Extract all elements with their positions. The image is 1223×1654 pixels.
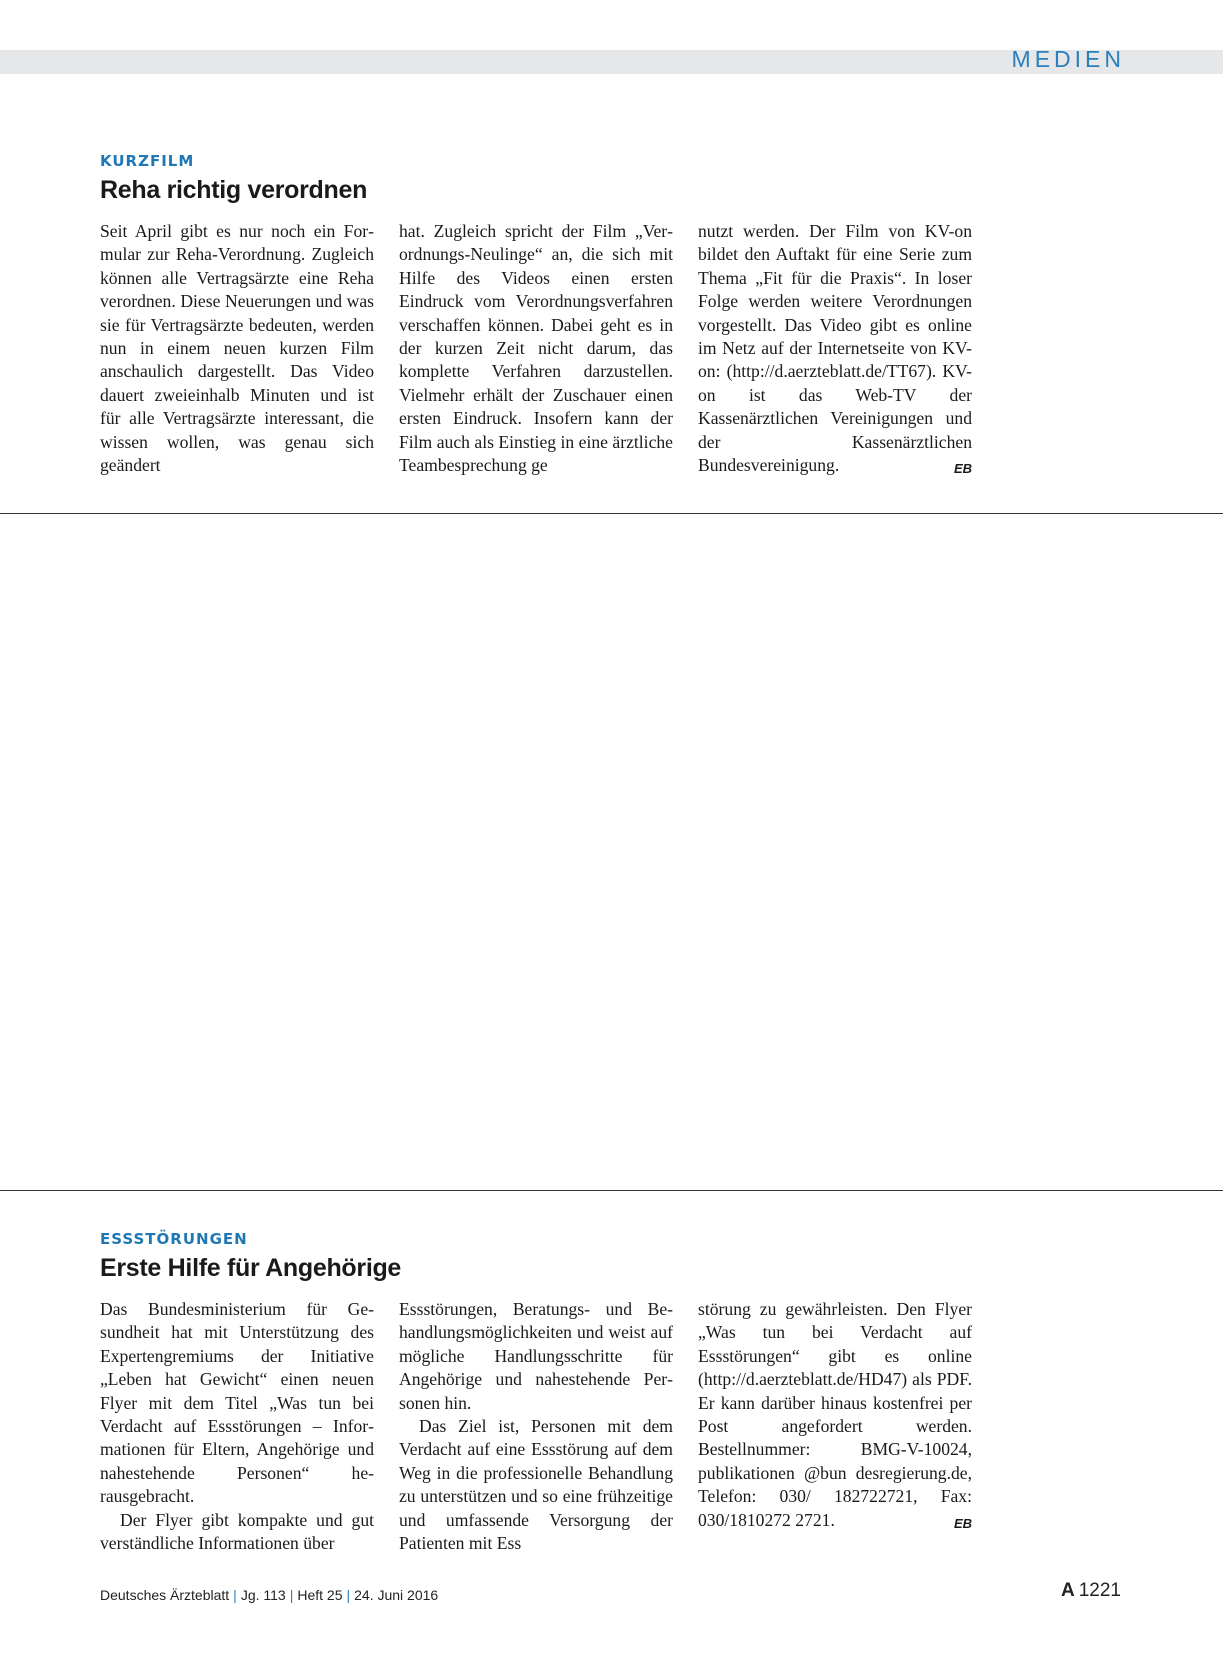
article2-col3-text: störung zu gewährleisten. Den Flyer „Was tun bei Verdacht auf Essstörungen“ gibt es online (http://d.aerzteblatt.de/HD47) als PDF. Er kann darüber hinaus kostenfrei per Post angefordert werden. Bestellnummer: BMG-V-10024, publikationen @bun desregierung.de, Telefon: 030/ 182722721, Fax: 030/1810272 2721.: [698, 1299, 972, 1530]
page-number-value: 1221: [1078, 1580, 1121, 1601]
article2-col2-paragraph-1: Essstörungen, Beratungs- und Behandlungsmöglichkeiten und weist auf mögliche Handlungsschritte für Angehörige und nahestehende Personen hin.: [399, 1299, 673, 1413]
article2-title: Erste Hilfe für Angehörige: [100, 1254, 402, 1282]
footer-volume: Jg. 113: [240, 1587, 286, 1603]
page-number: [1061, 1580, 1121, 1602]
article1-column-3: [698, 220, 972, 480]
article2-column-2: [399, 1298, 673, 1555]
section-label: MEDIEN: [1011, 46, 1125, 72]
article1-column-2: [399, 220, 673, 477]
page-prefix: A: [1060, 1580, 1075, 1601]
article1-col2-text: hat. Zugleich spricht der Film „Verordnungs-Neulinge“ an, die sich mit Hilfe des Videos einen ersten Eindruck vom Verordnungsverfahren verschaffen können. Dabei geht es in der kurzen Zeit nicht darum, das komplette Verfahren darzustellen. Vielmehr erhält der Zuschauer einen ersten Eindruck. Insofern kann der Film auch als Einstieg in eine ärztliche Teambesprechung ge: [399, 221, 673, 476]
article2-column-3: [698, 1298, 972, 1535]
article2-col2-paragraph-2: Das Ziel ist, Personen mit dem Verdacht auf eine Essstörung auf dem Weg in die professionelle Behandlung zu unterstützen und so eine frühzeitige und umfassende Versorgung der Patienten mit Ess: [399, 1416, 673, 1554]
article1-column-1: [100, 220, 374, 477]
footer-separator-icon: |: [289, 1587, 294, 1603]
article1-author: EB: [953, 461, 972, 477]
footer-date: 24. Juni 2016: [354, 1587, 439, 1603]
article-divider-bottom: [0, 1190, 1223, 1191]
footer-issue: Heft 25: [297, 1587, 343, 1603]
article2-author: EB: [953, 1515, 972, 1531]
footer-citation: [100, 1587, 438, 1603]
footer-separator-icon: |: [233, 1587, 237, 1603]
footer-journal: Deutsches Ärzteblatt: [100, 1587, 230, 1603]
article1-title: Reha richtig verordnen: [100, 176, 368, 204]
article2-col1-paragraph-1: Das Bundesministerium für Gesundheit hat mit Unterstützung des Expertengremiums der Initiative „Leben hat Gewicht“ einen neuen Flyer mit dem Titel „Was tun bei Verdacht auf Essstörungen – Informationen für Eltern, Angehörige und nahestehende Personen“ herausgebracht.: [100, 1299, 374, 1507]
article1-kicker: KURZFILM: [100, 152, 195, 170]
article-divider-top: [0, 513, 1223, 514]
article1-col3-text: nutzt werden. Der Film von KV-on bildet den Auftakt für eine Serie zum Thema „Fit für die Praxis“. In loser Folge werden weitere Verordnungen vorgestellt. Das Video gibt es online im Netz auf der Internetseite von KV-on: (http://d.aerzteblatt.de/TT67). KV-on ist das Web-TV der Kassenärztlichen Vereinigungen und der Kassenärztlichen Bundesvereinigung.: [698, 221, 972, 476]
article2-kicker: ESSSTÖRUNGEN: [100, 1230, 248, 1248]
footer-separator-icon: |: [346, 1587, 351, 1603]
article2-col1-paragraph-2: Der Flyer gibt kompakte und gut verständliche Informationen über: [100, 1509, 374, 1554]
article1-col1-text: Seit April gibt es nur noch ein Formular zur Reha-Verordnung. Zugleich können alle Vertragsärzte eine Reha verordnen. Diese Neuerungen und was sie für Vertragsärzte bedeuten, werden nun in einem neuen kurzen Film anschaulich dargestellt. Das Video dauert zweieinhalb Minuten und ist für alle Vertragsärzte interessant, die wissen wollen, was genau sich geändert: [100, 221, 374, 476]
article2-column-1: [100, 1298, 374, 1555]
